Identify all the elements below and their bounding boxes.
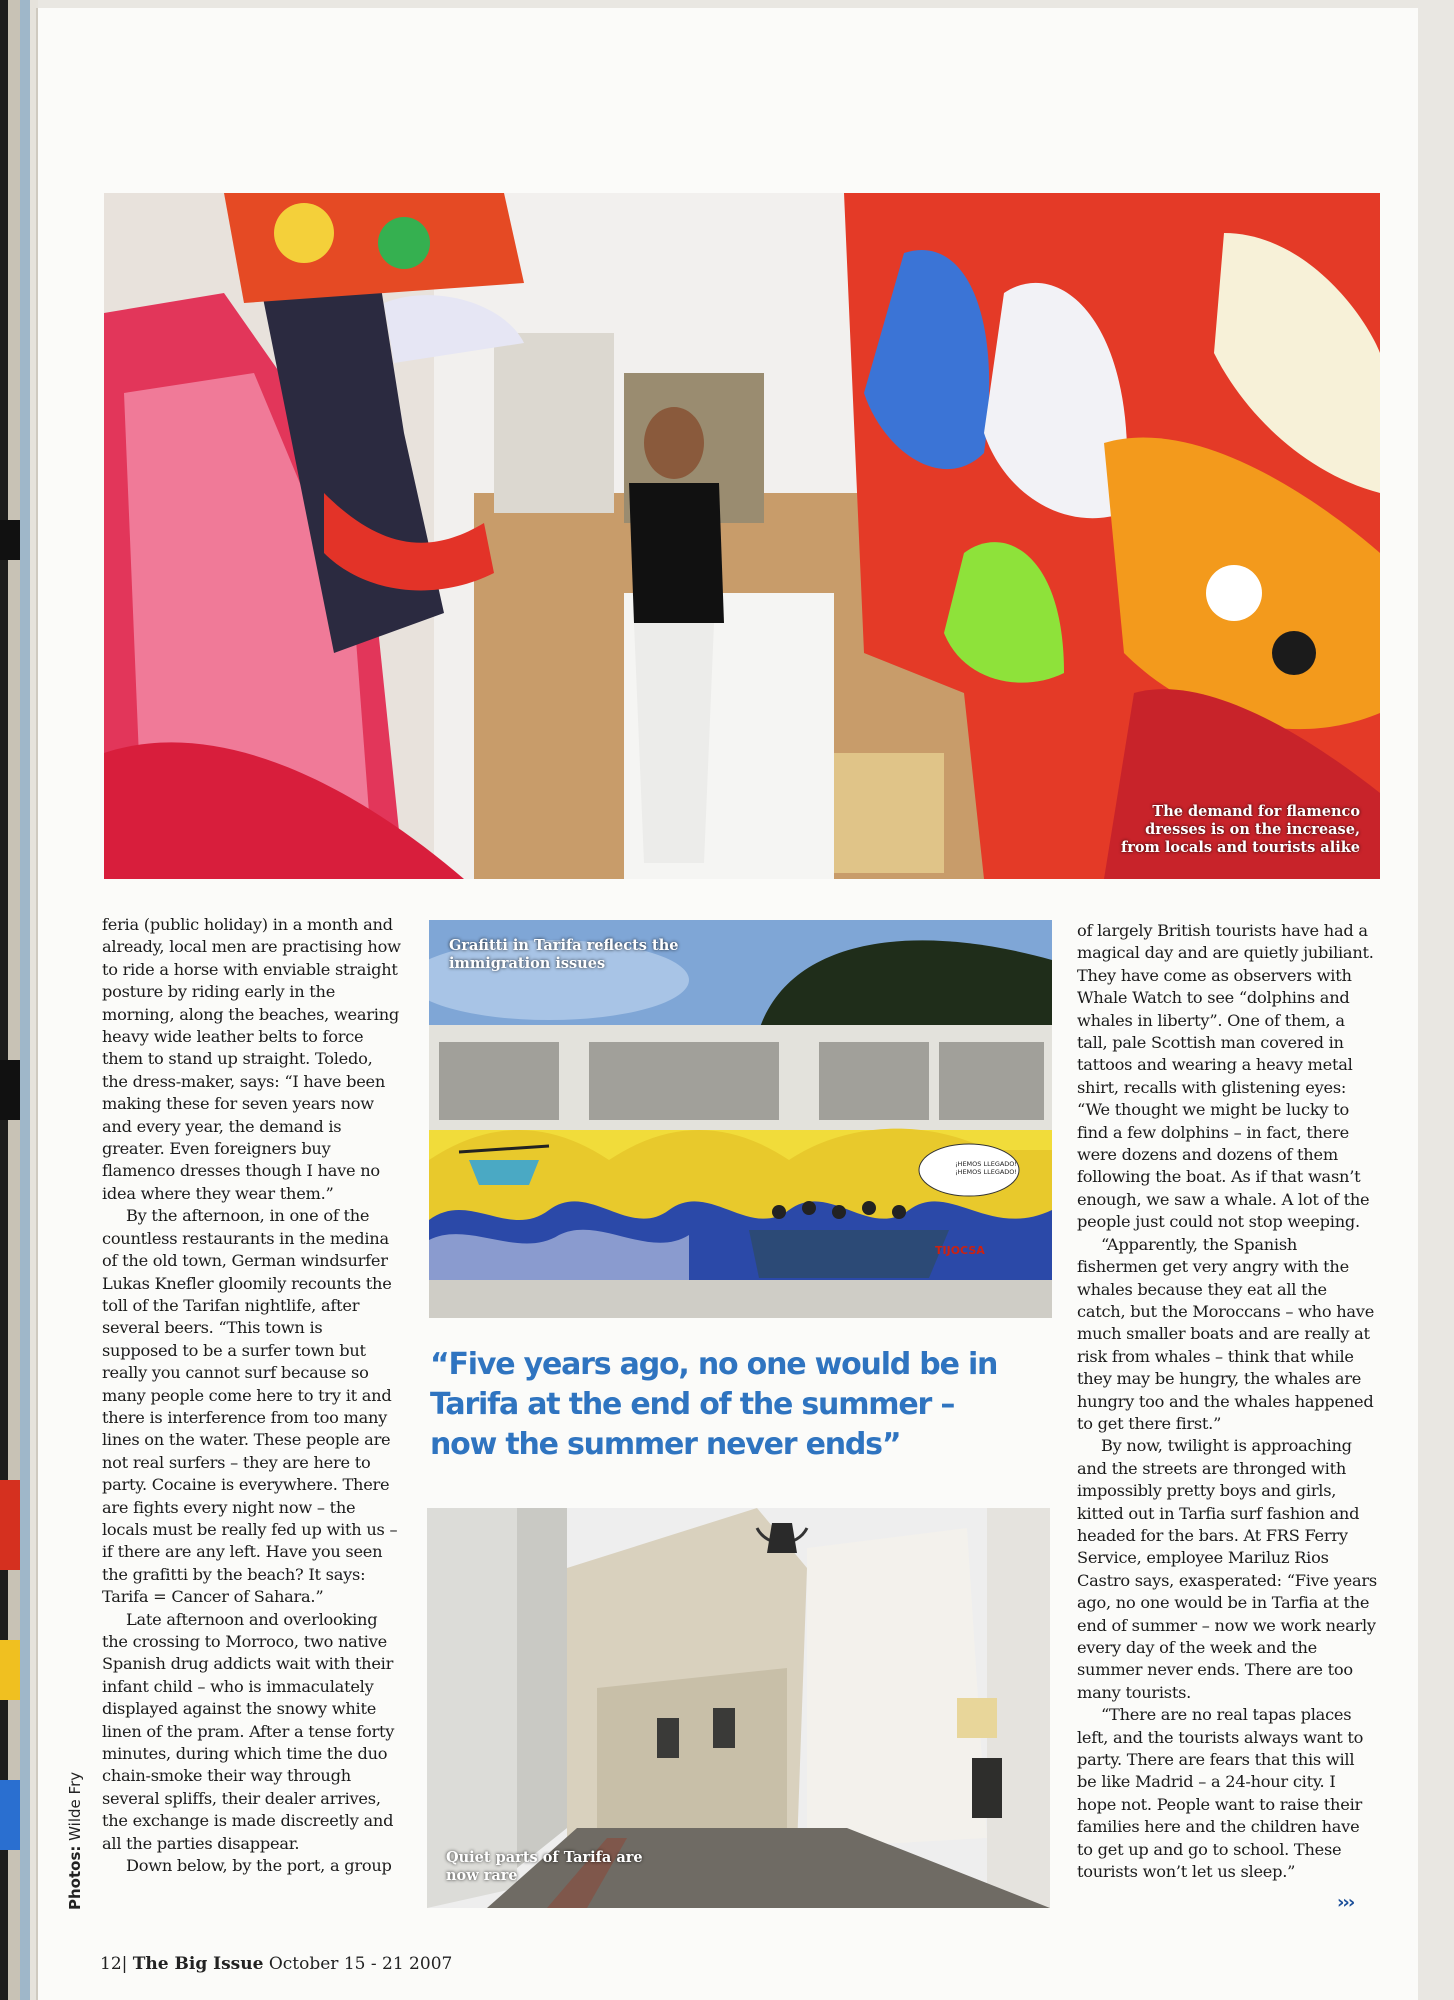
page-binding bbox=[0, 0, 38, 2000]
col1-paragraph: Late afternoon and overlooking the crossing to Morroco, two native Spanish drug addicts wait with their infant child – who is immaculately displayed against the snowy white linen of the pram. After a tense forty minutes, during which time the duo chain-smoke their way through several spliffs, their dealer arrives, the exchange is made discreetly and all the parties disappear. bbox=[102, 1609, 395, 1853]
col3-paragraph: By now, twilight is approaching and the streets are thronged with impossibly pretty boys and girls, kitted out in Tarfia surf fashion and headed for the bars. At FRS Ferry Service, employee Mariluz Rios Castro says, exasperated: “Five years ago, no one would be in Tarfia at the end of summer – now we work nearly every day of the week and the summer never ends. There are too many tourists. bbox=[1077, 1436, 1377, 1702]
mural-speech-text: ¡HEMOS LLEGADO! ¡HEMOS LLEGADO! bbox=[954, 1160, 1018, 1176]
article-column-3 bbox=[1077, 920, 1377, 1883]
photo-credit-label: Photos: bbox=[66, 1845, 84, 1910]
col3-paragraph: of largely British tourists have had a magical day and are quietly jubiliant. They have come as observers with Whale Watch to see “dolphins and whales in liberty”. One of them, a tall, pale Scottish man covered in tattoos and wearing a heavy metal shirt, recalls with glistening eyes: “We thought we might be lucky to find a few dolphins – in fact, there were dozens and dozens of them following the boat. As if that wasn’t enough, we saw a whale. A lot of the people just could not stop weeping. bbox=[1077, 921, 1374, 1232]
grafitti-photo bbox=[429, 920, 1052, 1318]
street-photo-caption: Quiet parts of Tarifa are now rare bbox=[446, 1849, 643, 1884]
page-footer bbox=[100, 1954, 452, 1974]
col1-paragraph: feria (public holiday) in a month and already, local men are practising how to ride a horse with enviable straight posture by riding early in the morning, along the beaches, wearing heavy wide leather belts to force them to stand up straight. Toledo, the dress-maker, says: “I have been making these for seven years now and every year, the demand is greater. Even foreigners buy flamenco dresses though I have no idea where they wear them.” bbox=[102, 915, 401, 1203]
flamenco-shop-photo bbox=[104, 193, 1380, 879]
col1-paragraph: Down below, by the port, a group bbox=[126, 1856, 392, 1876]
flamenco-photo-caption: The demand for flamenco dresses is on the increase, from locals and tourists alike bbox=[1120, 803, 1360, 856]
article-column-1 bbox=[102, 914, 402, 1877]
col3-paragraph: “There are no real tapas places left, and the tourists always want to party. There are fears that this will be like Madrid – a 24-hour city. I hope not. People want to raise their families here and the children have to get up and go to school. These tourists won’t let us sleep.” bbox=[1077, 1705, 1364, 1882]
continue-arrow-icon: ››› bbox=[1337, 1892, 1354, 1913]
photo-credit bbox=[66, 1772, 84, 1910]
pull-quote: “Five years ago, no one would be in Tarifa at the end of the summer – now the summer never ends” bbox=[430, 1347, 998, 1462]
col1-paragraph: By the afternoon, in one of the countless restaurants in the medina of the old town, German windsurfer Lukas Knefler gloomily recounts the toll of the Tarifan nightlife, after several beers. “This town is supposed to be a surfer town but really you cannot surf because so many people come here to try it and there is interference from too many lines on the water. These people are not real surfers – they are here to party. Cocaine is everywhere. There are fights every night now – the locals must be really fed up with us – if there are any left. Have you seen the grafitti by the beach? It says: Tarifa = Cancer of Sahara.” bbox=[102, 1206, 398, 1607]
publication-name: The Big Issue bbox=[132, 1954, 264, 1974]
photo-credit-name: Wilde Fry bbox=[66, 1771, 84, 1841]
issue-date: October 15 - 21 2007 bbox=[268, 1954, 453, 1974]
col3-paragraph: “Apparently, the Spanish fishermen get very angry with the whales because they eat all the catch, but the Moroccans – who have much smaller boats and are really at risk from whales – think that while they may be hungry, the whales are hungry too and the whales happened to get there first.” bbox=[1077, 1234, 1375, 1433]
tarifa-street-photo bbox=[427, 1508, 1050, 1908]
footer-separator: | bbox=[121, 1954, 128, 1974]
page-number: 12 bbox=[100, 1954, 122, 1974]
grafitti-photo-caption: Grafitti in Tarifa reflects the immigration issues bbox=[449, 937, 679, 972]
mural-boat-label: TIJOCSA bbox=[935, 1244, 985, 1257]
